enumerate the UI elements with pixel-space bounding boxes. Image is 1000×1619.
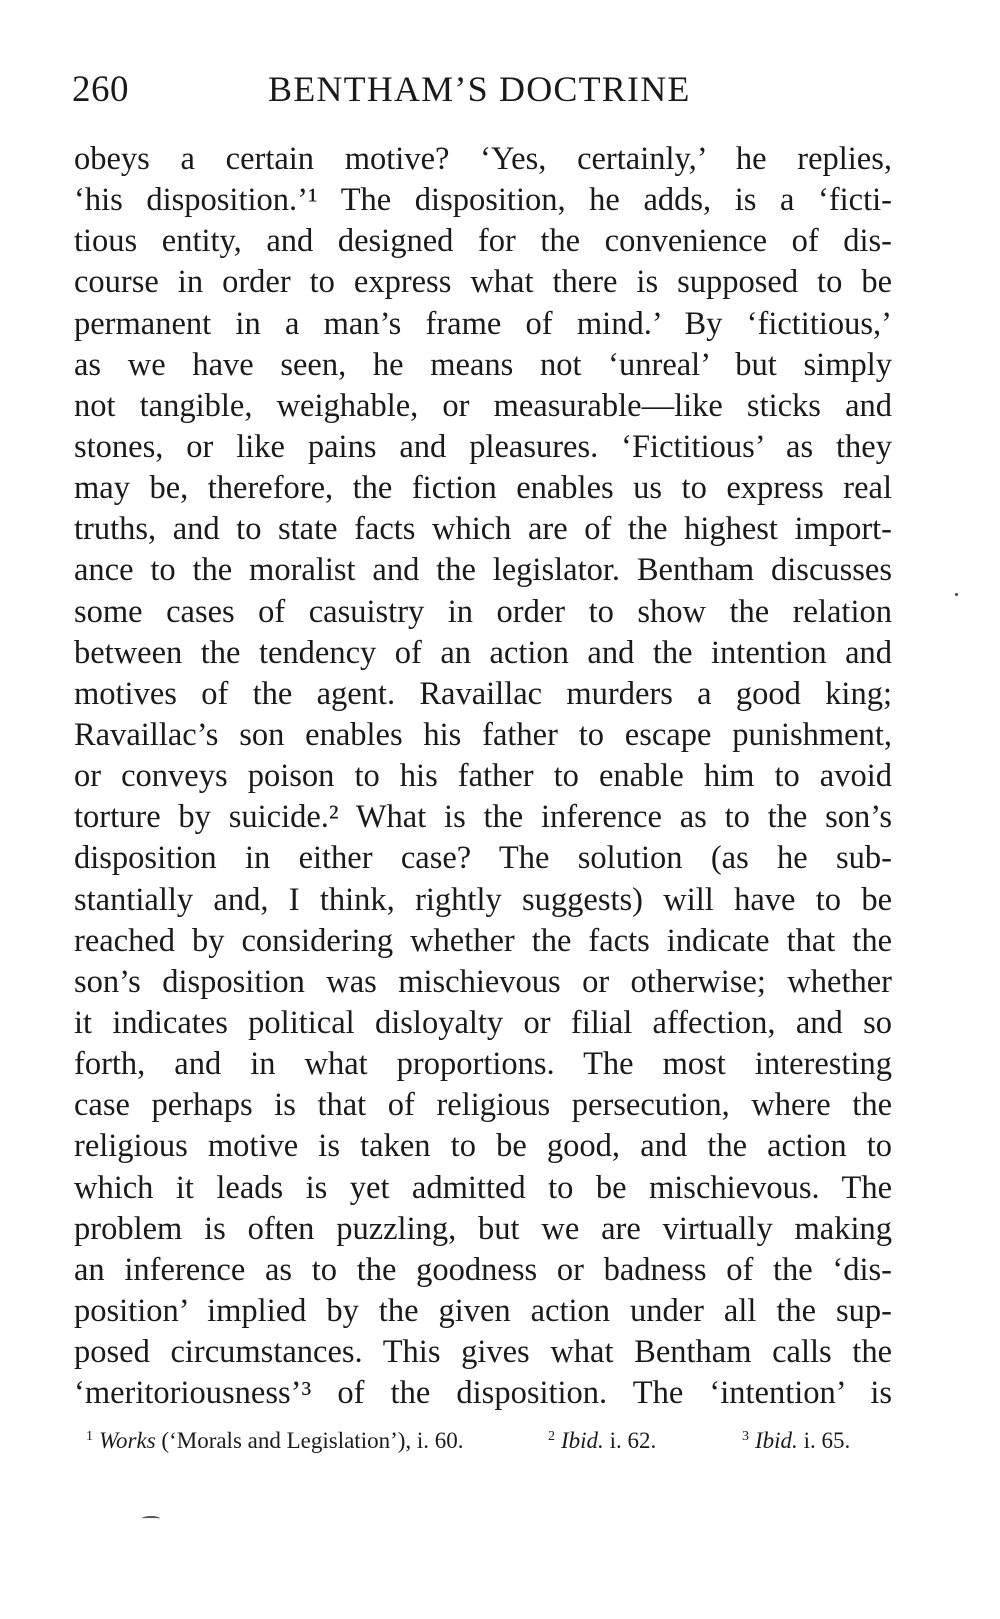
- text-line: posed circumstances. This gives what Bentham calls the: [74, 1334, 892, 1371]
- text-line: tious entity, and designed for the convenience of dis-: [74, 223, 892, 260]
- text-line: it indicates political disloyalty or filial affection, and so: [74, 1004, 892, 1041]
- text-line: ‘his disposition.’¹ The disposition, he adds, is a ‘ficti-: [74, 182, 892, 219]
- text-line: obeys a certain motive? ‘Yes, certainly,’ he replies,: [74, 141, 892, 177]
- footnotes: [86, 1428, 886, 1462]
- running-head: [72, 68, 902, 118]
- text-line: disposition in either case? The solution (as he sub-: [74, 840, 892, 877]
- text-line: between the tendency of an action and the intention and: [74, 634, 892, 671]
- text-line: torture by suicide.² What is the inference as to the son’s: [74, 799, 892, 836]
- footnote: [548, 1428, 656, 1454]
- text-line: motives of the agent. Ravaillac murders a good king;: [74, 675, 892, 712]
- footnote-source: Ibid.: [561, 1428, 604, 1453]
- footnote: [742, 1428, 850, 1454]
- text-line: which it leads is yet admitted to be mischievous. The: [74, 1169, 892, 1206]
- text-line: ‘meritoriousness’³ of the disposition. The ‘intention’ is: [74, 1375, 892, 1412]
- text-line: truths, and to state facts which are of the highest import-: [74, 511, 892, 548]
- text-line: as we have seen, he means not ‘unreal’ but simply: [74, 346, 892, 383]
- footnote-source: Ibid.: [755, 1428, 798, 1453]
- text-line: son’s disposition was mischievous or otherwise; whether: [74, 963, 892, 1000]
- text-line: stones, or like pains and pleasures. ‘Fictitious’ as they: [74, 428, 892, 465]
- text-line: position’ implied by the given action under all the sup-: [74, 1292, 892, 1329]
- footnote-text: i. 65.: [797, 1428, 851, 1453]
- footnote-text: i. 62.: [603, 1428, 657, 1453]
- text-line: Ravaillac’s son enables his father to escape punishment,: [74, 716, 892, 753]
- text-line: course in order to express what there is supposed to be: [74, 264, 892, 301]
- text-line: reached by considering whether the facts indicate that the: [74, 922, 892, 959]
- text-line: ance to the moralist and the legislator. Bentham discusses: [74, 552, 892, 589]
- text-line: problem is often puzzling, but we are virtually making: [74, 1210, 892, 1247]
- footnote-mark: 2: [548, 1429, 555, 1444]
- ink-speck: [955, 593, 958, 596]
- body-text: [74, 139, 892, 1414]
- text-line: religious motive is taken to be good, and the action to: [74, 1128, 892, 1165]
- text-line: not tangible, weighable, or measurable—like sticks and: [74, 387, 892, 424]
- running-title: BENTHAM’S DOCTRINE: [268, 69, 691, 109]
- footnote-source: Works: [99, 1428, 156, 1453]
- footnote-mark: 3: [742, 1429, 749, 1444]
- text-line: forth, and in what proportions. The most interesting: [74, 1046, 892, 1083]
- text-line: some cases of casuistry in order to show the relation: [74, 593, 892, 630]
- page-number: 260: [72, 69, 129, 110]
- footnote-mark: 1: [86, 1429, 93, 1444]
- text-line: case perhaps is that of religious persecution, where the: [74, 1087, 892, 1124]
- text-line: or conveys poison to his father to enable him to avoid: [74, 758, 892, 795]
- footnote-text: (‘Morals and Legislation’), i. 60.: [155, 1428, 464, 1453]
- text-line: may be, therefore, the fiction enables us to express real: [74, 470, 892, 507]
- stray-ink-mark: [142, 1516, 160, 1521]
- text-line: permanent in a man’s frame of mind.’ By ‘fictitious,’: [74, 305, 892, 342]
- text-line: stantially and, I think, rightly suggests) will have to be: [74, 881, 892, 918]
- text-line: an inference as to the goodness or badness of the ‘dis-: [74, 1251, 892, 1288]
- footnote: [86, 1428, 464, 1454]
